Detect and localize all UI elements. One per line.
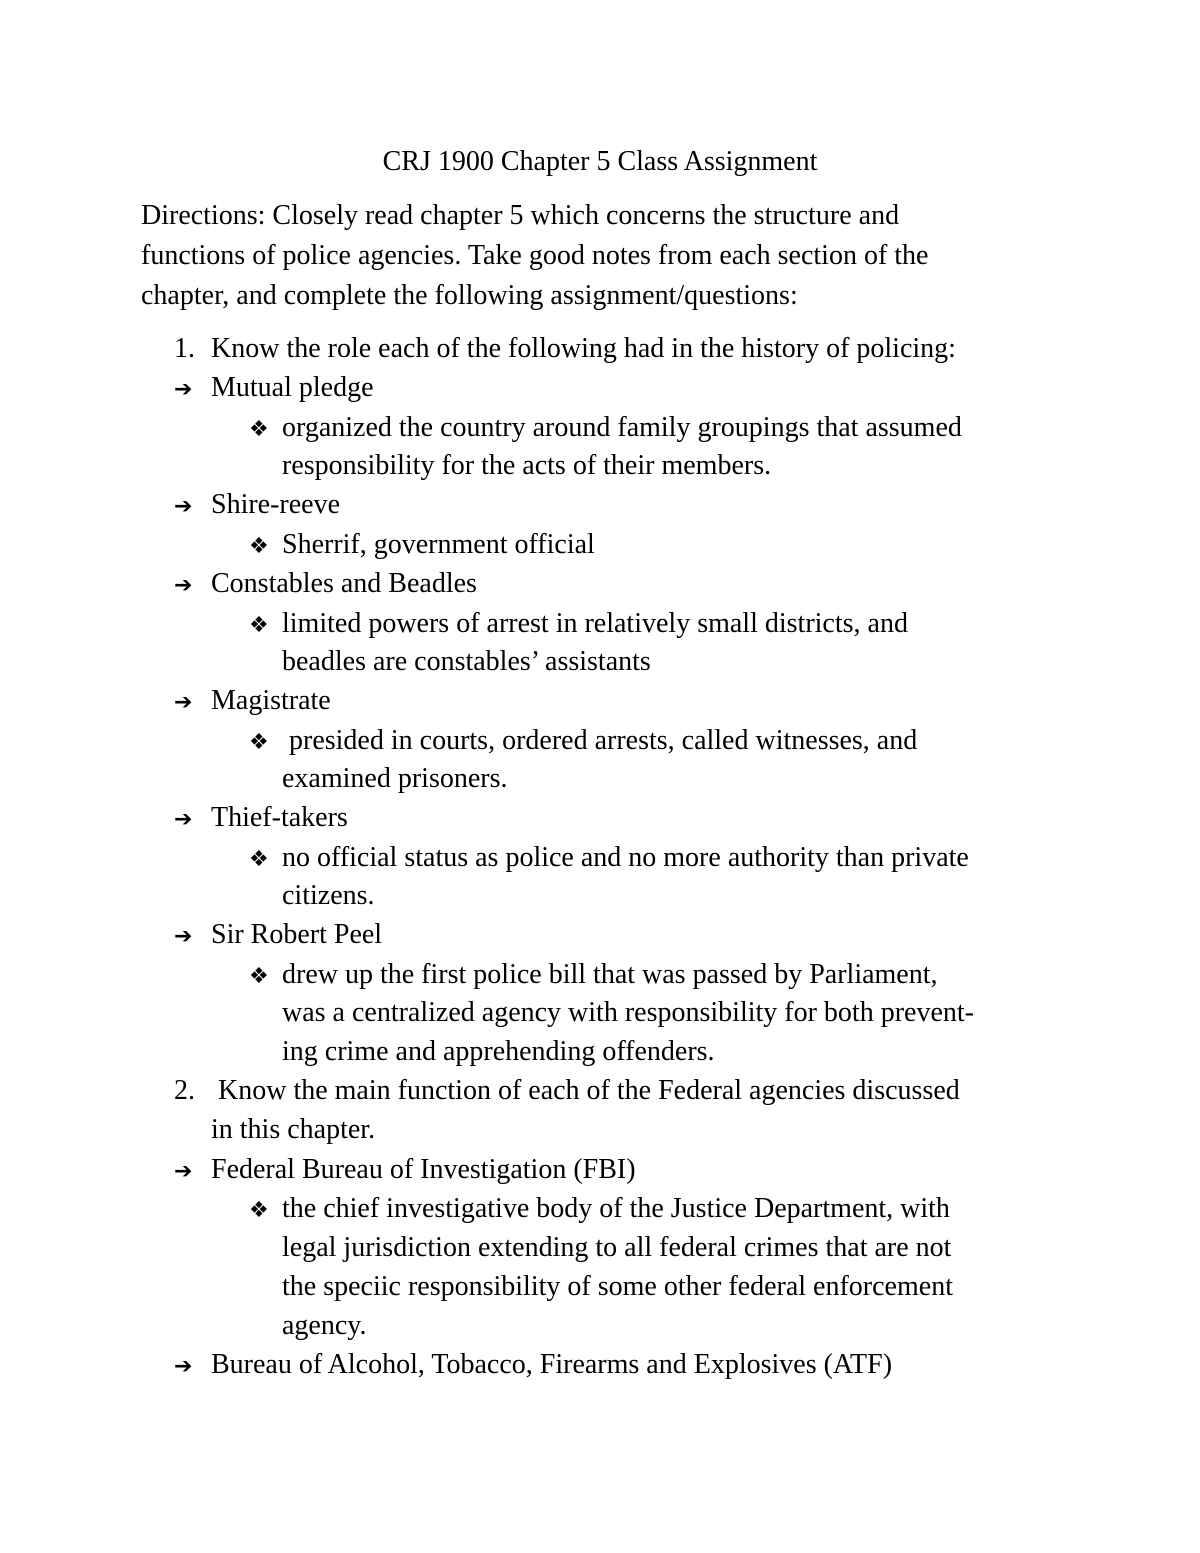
topic-label: Shire-reeve — [211, 489, 341, 520]
arrow-icon: ➔ — [174, 690, 193, 715]
diamond-bullet-icon: ❖ — [249, 534, 269, 559]
note-text: the speciic responsibility of some other federal enforcement — [282, 1271, 953, 1302]
note-text: examined prisoners. — [282, 763, 508, 794]
document-title: CRJ 1900 Chapter 5 Class Assignment — [382, 146, 818, 177]
note-text: was a centralized agency with responsibility for both prevent- — [282, 997, 974, 1028]
note-text: presided in courts, ordered arrests, called witnesses, and — [282, 725, 918, 756]
note-text: limited powers of arrest in relatively small districts, and — [282, 608, 908, 639]
note-text: citizens. — [282, 880, 375, 911]
note-text: organized the country around family groupings that assumed — [282, 412, 962, 443]
arrow-icon: ➔ — [174, 494, 193, 519]
question-number: 1. — [174, 333, 195, 364]
arrow-icon: ➔ — [174, 924, 193, 949]
question-text: Know the main function of each of the Federal agencies discussed — [211, 1075, 960, 1106]
arrow-icon: ➔ — [174, 1354, 193, 1379]
directions-line: functions of police agencies. Take good notes from each section of the — [141, 240, 929, 271]
note-text: ing crime and apprehending offenders. — [282, 1036, 715, 1067]
note-text: responsibility for the acts of their members. — [282, 450, 772, 481]
question-number: 2. — [174, 1075, 195, 1106]
question-text: Know the role each of the following had in the history of policing: — [211, 333, 956, 364]
diamond-bullet-icon: ❖ — [249, 1198, 269, 1223]
diamond-bullet-icon: ❖ — [249, 847, 269, 872]
arrow-icon: ➔ — [174, 377, 193, 402]
diamond-bullet-icon: ❖ — [249, 613, 269, 638]
diamond-bullet-icon: ❖ — [249, 730, 269, 755]
note-text: beadles are constables’ assistants — [282, 646, 651, 677]
arrow-icon: ➔ — [174, 573, 193, 598]
arrow-icon: ➔ — [174, 1159, 193, 1184]
note-text: legal jurisdiction extending to all federal crimes that are not — [282, 1232, 952, 1263]
topic-label: Thief-takers — [211, 802, 348, 833]
topic-label: Bureau of Alcohol, Tobacco, Firearms and Explosives (ATF) — [211, 1349, 893, 1380]
diamond-bullet-icon: ❖ — [249, 964, 269, 989]
topic-label: Sir Robert Peel — [211, 919, 383, 950]
directions-line: chapter, and complete the following assignment/questions: — [141, 280, 798, 311]
topic-label: Magistrate — [211, 685, 331, 716]
note-text: no official status as police and no more authority than private — [282, 842, 969, 873]
diamond-bullet-icon: ❖ — [249, 417, 269, 442]
directions-line: Directions: Closely read chapter 5 which concerns the structure and — [141, 200, 900, 231]
arrow-icon: ➔ — [174, 807, 193, 832]
note-text: the chief investigative body of the Justice Department, with — [282, 1193, 950, 1224]
topic-label: Constables and Beadles — [211, 568, 477, 599]
note-text: agency. — [282, 1310, 367, 1341]
topic-label: Mutual pledge — [211, 372, 374, 403]
question-text: in this chapter. — [211, 1114, 376, 1145]
note-text: drew up the first police bill that was passed by Parliament, — [282, 959, 938, 990]
note-text: Sherrif, government official — [282, 529, 595, 560]
topic-label: Federal Bureau of Investigation (FBI) — [211, 1154, 636, 1185]
